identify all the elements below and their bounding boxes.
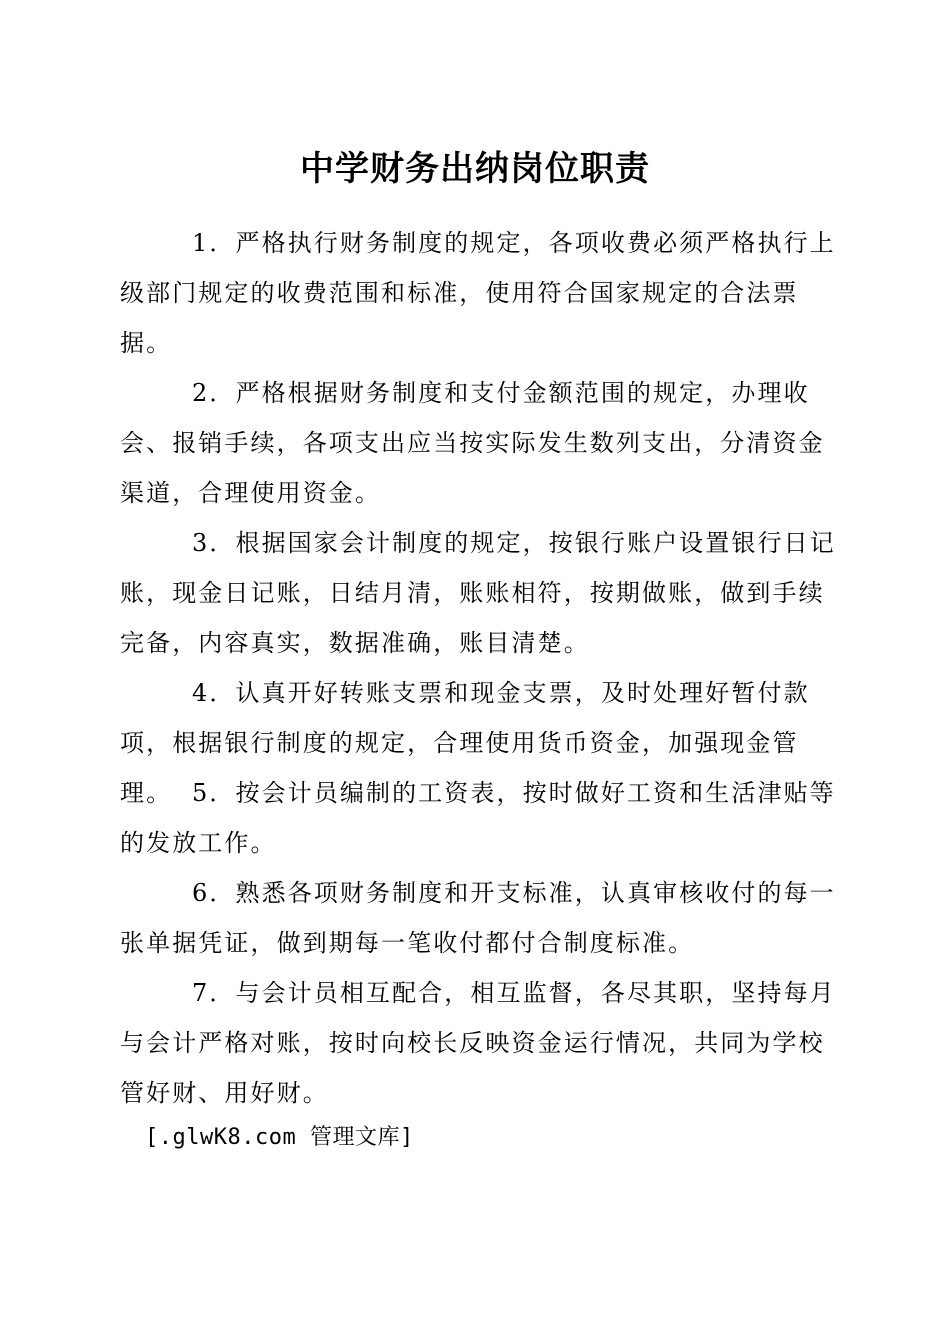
- paragraph-7: 7．与会计员相互配合，相互监督，各尽其职，坚持每月与会计严格对账，按时向校长反映资金运行情况，共同为学校管好财、用好财。: [120, 979, 836, 1107]
- paragraph-5: 5．按会计员编制的工资表，按时做好工资和生活津贴等的发放工作。: [120, 779, 836, 857]
- source-note: [.glwK8.com 管理文库]: [145, 1125, 414, 1150]
- paragraph-2: 2．严格根据财务制度和支付金额范围的规定，办理收会、报销手续，各项支出应当按实际发生数列支出，分清资金渠道，合理使用资金。: [120, 379, 825, 507]
- paragraph-4: 4．认真开好转账支票和现金支票，及时处理好暂付款项，根据银行制度的规定，合理使用货币资金，加强现金管理。: [120, 679, 810, 807]
- document-title: 中学财务出纳岗位职责: [300, 149, 650, 189]
- paragraph-3: 3．根据国家会计制度的规定，按银行账户设置银行日记账，现金日记账，日结月清，账账相符，按期做账，做到手续完备，内容真实，数据准确，账目清楚。: [120, 529, 836, 657]
- paragraph-1: 1．严格执行财务制度的规定，各项收费必须严格执行上级部门规定的收费范围和标准，使用符合国家规定的合法票据。: [120, 229, 836, 357]
- paragraph-6: 6．熟悉各项财务制度和开支标准，认真审核收付的每一张单据凭证，做到期每一笔收付都付合制度标准。: [120, 879, 836, 957]
